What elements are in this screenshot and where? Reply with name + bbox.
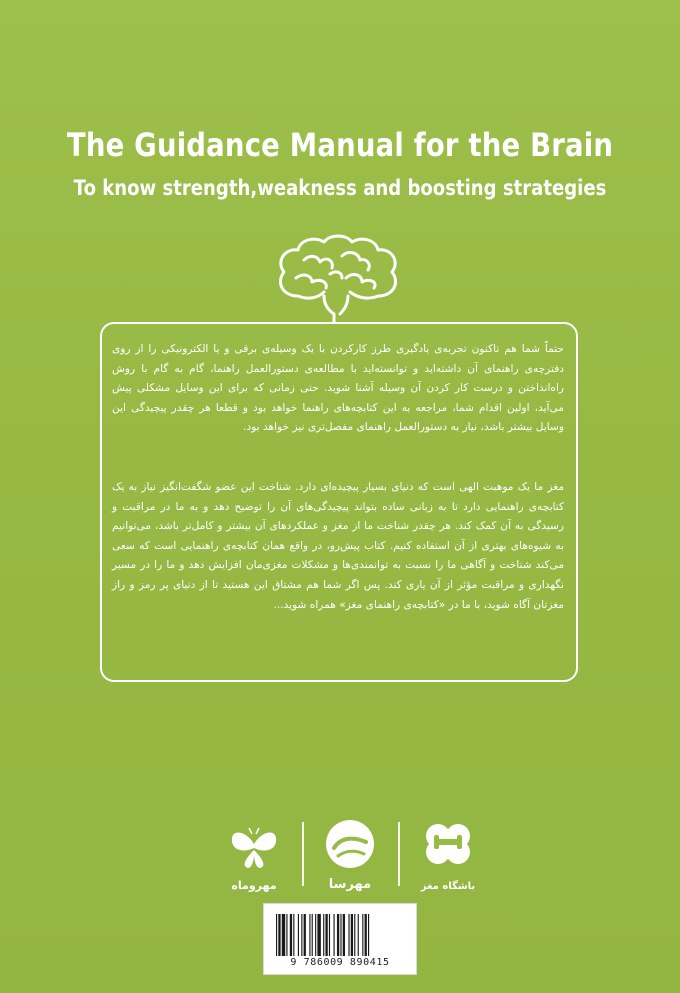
barcode-bar (348, 914, 349, 956)
publisher-logo-mehromah (224, 822, 284, 892)
barcode-bar (276, 914, 277, 956)
mehrsa-logo-icon (320, 816, 380, 872)
publisher-logo-mehrsa (320, 816, 380, 892)
barcode-bar (278, 914, 280, 956)
barcode-bar (309, 914, 310, 956)
logo-divider (398, 822, 400, 886)
barcode-bar (286, 914, 287, 956)
publisher-label: باشگاه مغز (420, 881, 476, 892)
barcode-bars (274, 914, 406, 956)
description-paragraph-1: حتماً شما هم تاکنون تجربه‌ی یادگیری طرز کارکردن با یک وسیله‌ی برقی و یا الکترونیکی را از روی دفترچه‌ی راهنمای آن داشته‌اید و توانسته‌اید با مطالعه‌ی دستورالعمل راهنما، گام به گام با روش راه‌انداختن و درست کار کردن آن وسیله آشنا شوید. حتی زمانی که برای این وسایل مشکلی پیش می‌آید، اولین اقدام شما، مراجعه به این کتابچه‌های راهنما خواهد بود و قطعا هر چقدر پیچیدگی این وسایل بیشتر باشد، نیاز به دستورالعمل راهنمای مفصل‌تری نیز خواهد بود. (112, 343, 564, 434)
barcode-bar (337, 914, 339, 956)
isbn-barcode (264, 904, 416, 974)
barcode-bar (312, 914, 313, 956)
barcode-bar (298, 914, 299, 956)
logo-divider (302, 822, 304, 886)
barcode-bar (323, 914, 324, 956)
barcode-bar (340, 914, 341, 956)
barcode-bar (290, 914, 292, 956)
cover-subtitle: To know strength,weakness and boosting strategies (73, 176, 607, 200)
brain-club-icon (420, 818, 476, 868)
barcode-bar (315, 914, 316, 956)
barcode-bar (354, 914, 355, 956)
barcode-bar (325, 914, 327, 956)
barcode-bar (343, 914, 345, 956)
publisher-logo-brain-club (420, 818, 476, 892)
barcode-bar (329, 914, 330, 956)
barcode-bar (351, 914, 353, 956)
barcode-bar (368, 914, 369, 956)
barcode-bar (334, 914, 335, 956)
cover-title: The Guidance Manual for the Brain (66, 126, 614, 164)
barcode-bar (362, 914, 363, 956)
barcode-bar (365, 914, 367, 956)
barcode-bar (301, 914, 302, 956)
isbn-number: 9 786009 890415 (290, 957, 390, 968)
publisher-label: مهروماه (231, 879, 277, 892)
butterfly-icon (224, 822, 284, 872)
barcode-bar (282, 914, 285, 956)
publisher-label: مهرسا (328, 877, 372, 892)
description-paragraph-2: مغز ما یک موهبت الهی است که دنیای بسیار پیچیده‌ای دارد. شناخت این عضو شگفت‌انگیز نیاز به یک کتابچه‌ی راهنمایی دارد تا به زبانی ساده بتواند پیچیدگی‌های آن را توضیح دهد و به ما در مراقبت و رسیدگی به آن کمک کند. هر چقدر شناخت ما از مغز و عملکردهای آن بیشتر و کامل‌تر باشد، می‌توانیم به شیوه‌های بهتری از آن استفاده کنیم. کتاب پیش‌رو، در واقع همان کتابچه‌ی راهنمایی است که سعی می‌کند شناخت و آگاهی ما را نسبت به توانمندی‌ها و مشکلات مغزی‌مان افزایش دهد و ما را در مسیر نگهداری و مراقبت مؤثر از آن یاری کند. پس اگر شما هم مشتاق این هستید تا از دنیای پر رمز و راز مغزتان آگاه شوید، با ما در «کتابچه‌ی راهنمای مغز» همراه شوید... (112, 481, 564, 611)
brain-icon (268, 234, 406, 324)
barcode-bar (293, 914, 294, 956)
barcode-bar (358, 914, 359, 956)
barcode-bar (304, 914, 306, 956)
barcode-bar (317, 914, 320, 956)
